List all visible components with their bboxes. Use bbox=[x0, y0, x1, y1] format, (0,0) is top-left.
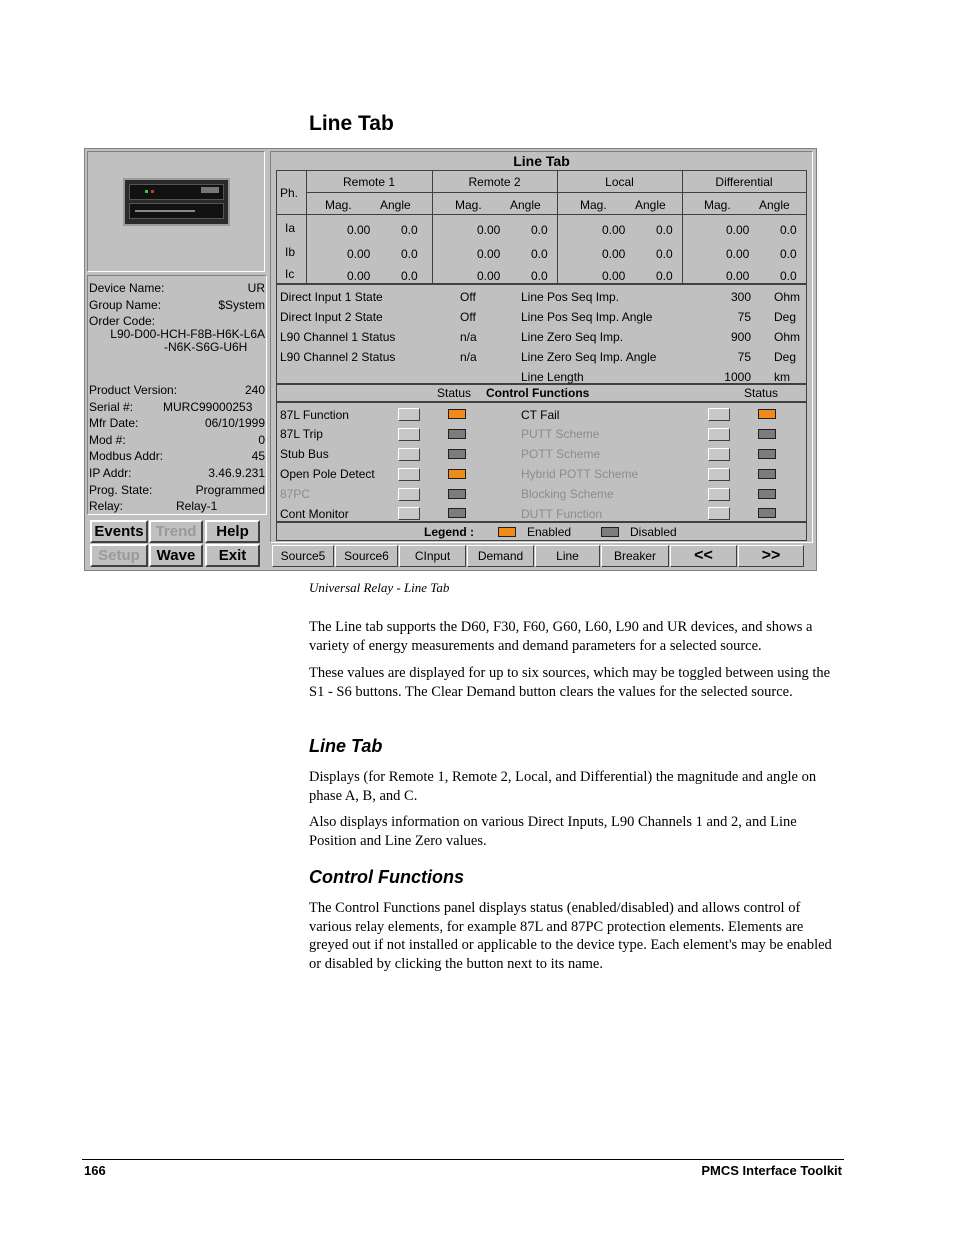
cf-87l-function-toggle[interactable] bbox=[398, 408, 420, 421]
value-cell: 0.0 bbox=[531, 223, 548, 237]
cf-dutt-function-toggle[interactable] bbox=[708, 507, 730, 520]
tab-source6[interactable]: Source6 bbox=[335, 545, 398, 567]
phase-ib: Ib bbox=[285, 245, 296, 259]
footer-title: PMCS Interface Toolkit bbox=[701, 1163, 842, 1178]
cf-87l-function: 87L Function bbox=[280, 408, 349, 422]
tab-source5[interactable]: Source5 bbox=[272, 545, 334, 567]
legend-disabled-label: Disabled bbox=[630, 525, 677, 539]
mag-header: Mag. bbox=[455, 198, 482, 212]
line-pos-angle-label: Line Pos Seq Imp. Angle bbox=[521, 310, 653, 324]
group-name-value: $System bbox=[218, 298, 265, 312]
order-code-line2: -N6K-S6G-U6H bbox=[164, 340, 248, 354]
paragraph-4: Also displays information on various Direct Inputs, L90 Channels 1 and 2, and Line Position and Line Zero values. bbox=[309, 814, 797, 849]
cf-putt-scheme-led bbox=[758, 429, 776, 439]
product-version-value: 240 bbox=[244, 383, 265, 397]
remote1-header: Remote 1 bbox=[342, 175, 396, 189]
angle-header: Angle bbox=[380, 198, 411, 212]
cf-ct-fail-led bbox=[758, 409, 776, 419]
value-cell: 0.00 bbox=[602, 247, 626, 261]
cf-hybrid-pott-scheme-led bbox=[758, 469, 776, 479]
control-functions-header bbox=[276, 384, 807, 402]
cf-87l-function-led bbox=[448, 409, 466, 419]
cf-cont-monitor-led bbox=[448, 508, 466, 518]
device-name-value: UR bbox=[247, 281, 265, 295]
device-image-panel bbox=[87, 151, 265, 272]
control-functions-title: Control Functions bbox=[486, 386, 590, 400]
value-cell: 0.0 bbox=[531, 269, 548, 283]
exit-button[interactable]: Exit bbox=[205, 544, 260, 567]
mag-header: Mag. bbox=[704, 198, 731, 212]
value-cell: 0.00 bbox=[602, 223, 626, 237]
relay-screenshot bbox=[84, 148, 817, 571]
line-tab-panel bbox=[270, 151, 813, 543]
relay-device-icon bbox=[123, 178, 230, 226]
subheading-control-functions: Control Functions bbox=[309, 867, 464, 887]
modbus-addr-label: Modbus Addr: bbox=[89, 449, 164, 463]
l90-channel-1-value: n/a bbox=[460, 330, 477, 344]
value-cell: 0.00 bbox=[602, 269, 626, 283]
value-cell: 0.00 bbox=[726, 269, 750, 283]
cf-dutt-function: DUTT Function bbox=[521, 507, 603, 521]
product-version-label: Product Version: bbox=[89, 383, 178, 397]
tab-next[interactable]: >> bbox=[738, 545, 804, 567]
trend-button[interactable]: Trend bbox=[149, 520, 203, 543]
l90-channel-2-label: L90 Channel 2 Status bbox=[280, 350, 396, 364]
tab-demand[interactable]: Demand bbox=[467, 545, 534, 567]
events-button[interactable]: Events bbox=[90, 520, 148, 543]
cf-pott-scheme: POTT Scheme bbox=[521, 447, 601, 461]
differential-header: Differential bbox=[715, 175, 773, 189]
cf-pott-scheme-led bbox=[758, 449, 776, 459]
paragraph-5: The Control Functions panel displays status (enabled/disabled) and allows control of various relay elements, for example 87L and 87PC protection elements. Elements are greyed out if not installed or applicable to the device type. Each element's may be enabled or disabled by clicking the button next to its name. bbox=[309, 900, 832, 972]
l90-channel-1-label: L90 Channel 1 Status bbox=[280, 330, 396, 344]
mfr-date-label: Mfr Date: bbox=[89, 416, 139, 430]
legend-enabled-label: Enabled bbox=[527, 525, 572, 539]
relay-label: Relay: bbox=[89, 499, 124, 513]
cf-pott-scheme-toggle[interactable] bbox=[708, 448, 730, 461]
relay-value: Relay-1 bbox=[176, 499, 218, 513]
mod-label: Mod #: bbox=[89, 433, 126, 447]
status-header-left: Status bbox=[437, 386, 472, 400]
line-zero-angle-value: 75 bbox=[737, 350, 751, 364]
order-code-line1: L90-D00-HCH-F8B-H6K-L6A bbox=[110, 327, 265, 341]
modbus-addr-value: 45 bbox=[251, 449, 265, 463]
direct-input-2-value: Off bbox=[460, 310, 476, 324]
control-functions-body bbox=[276, 402, 807, 522]
status-header-right: Status bbox=[744, 386, 779, 400]
line-length-value: 1000 bbox=[724, 370, 751, 384]
cf-open-pole-detect-led bbox=[448, 469, 466, 479]
direct-input-1-label: Direct Input 1 State bbox=[280, 290, 383, 304]
angle-header: Angle bbox=[510, 198, 541, 212]
cf-stub-bus: Stub Bus bbox=[280, 447, 329, 461]
legend-label: Legend : bbox=[424, 525, 474, 539]
value-cell: 0.0 bbox=[656, 269, 673, 283]
tab-line[interactable]: Line bbox=[535, 545, 600, 567]
cf-blocking-scheme-led bbox=[758, 489, 776, 499]
value-cell: 0.0 bbox=[401, 269, 418, 283]
line-pos-seq-label: Line Pos Seq Imp. bbox=[521, 290, 620, 304]
ph-header: Ph. bbox=[280, 186, 299, 200]
cf-hybrid-pott-scheme: Hybrid POTT Scheme bbox=[521, 467, 639, 481]
value-cell: 0.00 bbox=[726, 247, 750, 261]
legend-bar bbox=[276, 522, 807, 541]
device-name-label: Device Name: bbox=[89, 281, 165, 295]
line-zero-seq-value: 900 bbox=[730, 330, 751, 344]
cf-blocking-scheme: Blocking Scheme bbox=[521, 487, 614, 501]
cf-ct-fail-toggle[interactable] bbox=[708, 408, 730, 421]
local-header: Local bbox=[605, 175, 634, 189]
value-cell: 0.0 bbox=[780, 269, 797, 283]
prog-state-value: Programmed bbox=[195, 483, 265, 497]
line-zero-seq-unit: Ohm bbox=[774, 330, 801, 344]
paragraph-1: The Line tab supports the D60, F30, F60, G60, L60, L90 and UR devices, and shows a variety of energy measurements and demand parameters for a selected source. bbox=[309, 619, 813, 654]
line-zero-seq-label: Line Zero Seq Imp. bbox=[521, 330, 624, 344]
cf-blocking-scheme-toggle[interactable] bbox=[708, 488, 730, 501]
cf-cont-monitor: Cont Monitor bbox=[280, 507, 349, 521]
cf-putt-scheme-toggle[interactable] bbox=[708, 428, 730, 441]
footer-page-number: 166 bbox=[84, 1163, 106, 1178]
cf-stub-bus-led bbox=[448, 449, 466, 459]
paragraph-3: Displays (for Remote 1, Remote 2, Local, and Differential) the magnitude and angle on phase A, B, and C. bbox=[309, 769, 817, 804]
line-pos-angle-unit: Deg bbox=[774, 310, 797, 324]
help-button[interactable]: Help bbox=[205, 520, 260, 543]
cf-87l-trip-led bbox=[448, 429, 466, 439]
cf-hybrid-pott-scheme-toggle[interactable] bbox=[708, 468, 730, 481]
tab-cinput[interactable]: CInput bbox=[399, 545, 466, 567]
value-cell: 0.0 bbox=[401, 223, 418, 237]
value-cell: 0.0 bbox=[656, 223, 673, 237]
subheading-line-tab: Line Tab bbox=[309, 736, 383, 756]
group-name-label: Group Name: bbox=[89, 298, 162, 312]
value-cell: 0.00 bbox=[477, 247, 501, 261]
phase-ic: Ic bbox=[285, 267, 295, 281]
cf-open-pole-detect-toggle[interactable] bbox=[398, 468, 420, 481]
measurements-table bbox=[276, 170, 807, 284]
line-zero-angle-unit: Deg bbox=[774, 350, 797, 364]
value-cell: 0.00 bbox=[347, 247, 371, 261]
cf-cont-monitor-toggle[interactable] bbox=[398, 507, 420, 520]
value-cell: 0.00 bbox=[726, 223, 750, 237]
cf-ct-fail: CT Fail bbox=[521, 408, 560, 422]
line-length-label: Line Length bbox=[521, 370, 584, 384]
cf-87pc-toggle[interactable] bbox=[398, 488, 420, 501]
figure-caption: Universal Relay - Line Tab bbox=[309, 580, 450, 595]
mod-value: 0 bbox=[258, 433, 265, 447]
serial-value: MURC99000253 bbox=[163, 400, 253, 414]
value-cell: 0.0 bbox=[531, 247, 548, 261]
remote2-header: Remote 2 bbox=[468, 175, 521, 189]
cf-87pc-led bbox=[448, 489, 466, 499]
angle-header: Angle bbox=[759, 198, 790, 212]
ip-addr-value: 3.46.9.231 bbox=[208, 466, 265, 480]
device-info-panel bbox=[87, 275, 267, 515]
value-cell: 0.00 bbox=[477, 269, 501, 283]
cf-87l-trip-toggle[interactable] bbox=[398, 428, 420, 441]
direct-input-2-label: Direct Input 2 State bbox=[280, 310, 383, 324]
ip-addr-label: IP Addr: bbox=[89, 466, 132, 480]
angle-header: Angle bbox=[635, 198, 666, 212]
tab-breaker[interactable]: Breaker bbox=[601, 545, 669, 567]
legend-disabled-swatch bbox=[601, 527, 619, 537]
line-pos-seq-value: 300 bbox=[730, 290, 751, 304]
mag-header: Mag. bbox=[580, 198, 607, 212]
page-heading: Line Tab bbox=[309, 112, 394, 135]
cf-dutt-function-led bbox=[758, 508, 776, 518]
value-cell: 0.0 bbox=[401, 247, 418, 261]
cf-87l-trip: 87L Trip bbox=[280, 427, 323, 441]
line-pos-angle-value: 75 bbox=[737, 310, 751, 324]
line-pos-seq-unit: Ohm bbox=[774, 290, 801, 304]
mfr-date-value: 06/10/1999 bbox=[204, 416, 265, 430]
wave-button[interactable]: Wave bbox=[149, 544, 203, 567]
l90-channel-2-value: n/a bbox=[460, 350, 477, 364]
order-code-label: Order Code: bbox=[89, 314, 156, 328]
footer-rule bbox=[82, 1159, 844, 1160]
tab-previous[interactable]: << bbox=[670, 545, 737, 567]
line-length-unit: km bbox=[774, 370, 790, 384]
serial-label: Serial #: bbox=[89, 400, 134, 414]
prog-state-label: Prog. State: bbox=[89, 483, 153, 497]
panel-title: Line Tab bbox=[513, 153, 570, 169]
cf-stub-bus-toggle[interactable] bbox=[398, 448, 420, 461]
value-cell: 0.0 bbox=[656, 247, 673, 261]
value-cell: 0.00 bbox=[347, 223, 371, 237]
cf-open-pole-detect: Open Pole Detect bbox=[280, 467, 375, 481]
cf-87pc: 87PC bbox=[280, 487, 311, 501]
line-zero-angle-label: Line Zero Seq Imp. Angle bbox=[521, 350, 657, 364]
value-cell: 0.0 bbox=[780, 223, 797, 237]
mag-header: Mag. bbox=[325, 198, 352, 212]
phase-ia: Ia bbox=[285, 221, 296, 235]
value-cell: 0.00 bbox=[347, 269, 371, 283]
line-info-section bbox=[276, 284, 807, 384]
setup-button[interactable]: Setup bbox=[90, 544, 148, 567]
value-cell: 0.0 bbox=[780, 247, 797, 261]
legend-enabled-swatch bbox=[498, 527, 516, 537]
paragraph-2: These values are displayed for up to six sources, which may be toggled between using the S1 - S6 buttons. The Clear Demand button clears the values for the selected source. bbox=[309, 665, 831, 700]
cf-putt-scheme: PUTT Scheme bbox=[521, 427, 600, 441]
direct-input-1-value: Off bbox=[460, 290, 476, 304]
value-cell: 0.00 bbox=[477, 223, 501, 237]
